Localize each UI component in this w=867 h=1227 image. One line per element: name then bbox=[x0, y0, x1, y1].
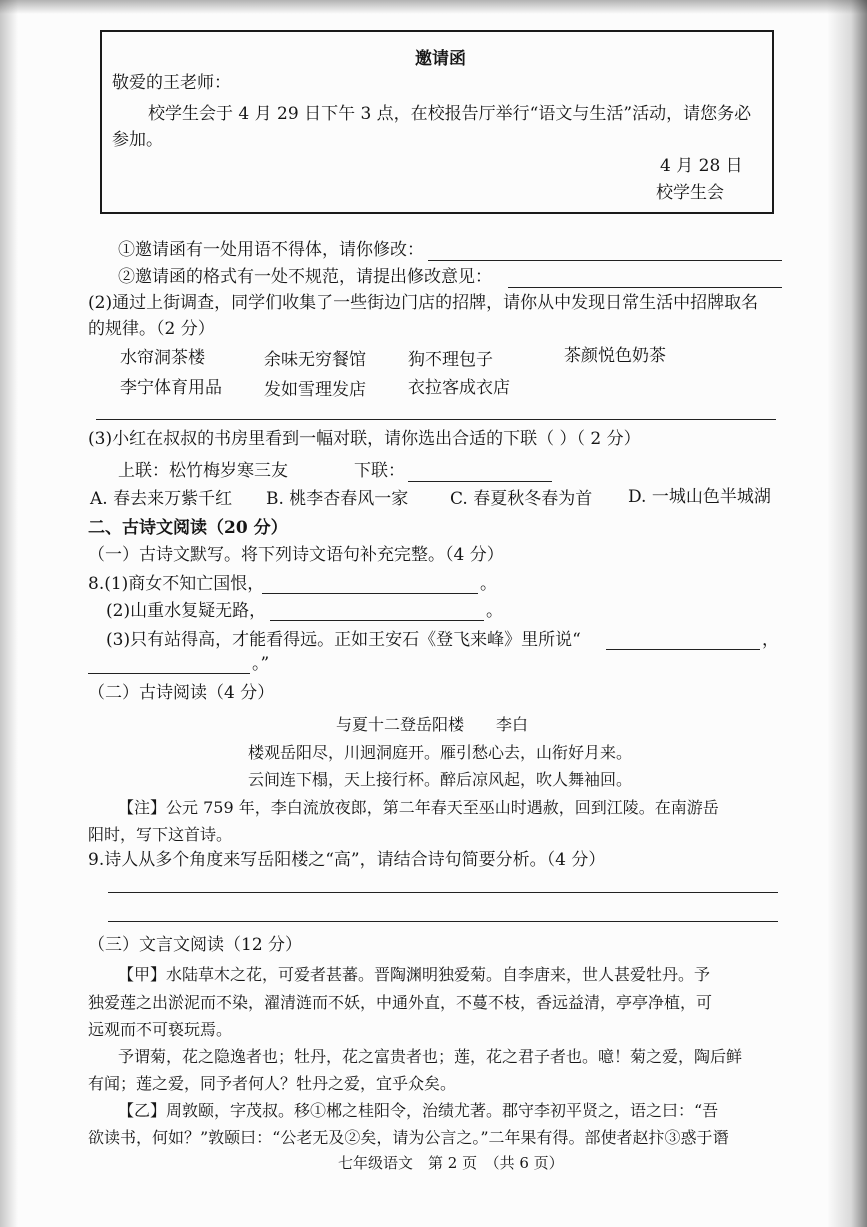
part1-heading: （一）古诗文默写。将下列诗文语句补充完整。（4 分） bbox=[88, 545, 504, 565]
q8-1-period: 。 bbox=[480, 574, 497, 594]
q8-2: (2)山重水复疑无路， bbox=[106, 601, 267, 621]
answer-line-q8-1[interactable] bbox=[262, 593, 478, 594]
page-shadow-top bbox=[0, 0, 867, 14]
option-d: D. 一城山色半城湖 bbox=[628, 487, 771, 507]
poem-line1: 楼观岳阳尽，川迥洞庭开。雁引愁心去，山衔好月来。 bbox=[248, 743, 633, 762]
q8-3: (3)只有站得高，才能看得远。正如王安石《登飞来峰》里所说“ bbox=[106, 630, 581, 650]
section2-heading: 二、古诗文阅读（20 分） bbox=[88, 518, 288, 538]
passage-jia-line5: 有闻；莲之爱，同予者何人？牡丹之爱，宜乎众矣。 bbox=[88, 1074, 457, 1093]
passage-jia-line1: 【甲】水陆草木之花，可爱者甚蕃。晋陶渊明独爱菊。自李唐来，世人甚爱牡丹。予 bbox=[118, 965, 711, 984]
passage-jia-line2: 独爱莲之出淤泥而不染，濯清涟而不妖，中通外直，不蔓不枝，香远益清，亭亭净植，可 bbox=[88, 993, 713, 1012]
shop-sign-4: 茶颜悦色奶茶 bbox=[564, 346, 666, 366]
q8-1: 8.(1)商女不知亡国恨， bbox=[88, 574, 265, 594]
invitation-date: 4 月 28 日 bbox=[660, 156, 743, 176]
passage-jia-line3: 远观而不可亵玩焉。 bbox=[88, 1020, 233, 1039]
page-footer: 七年级语文 第 2 页 （共 6 页） bbox=[338, 1154, 564, 1172]
answer-line-q9a[interactable] bbox=[108, 892, 778, 893]
answer-line-q8-3b[interactable] bbox=[88, 673, 250, 674]
answer-line-q1-sub1[interactable] bbox=[428, 260, 782, 261]
shop-sign-1: 水帘洞茶楼 bbox=[120, 348, 205, 368]
couplet-lower-label: 下联： bbox=[354, 461, 405, 481]
invitation-salutation: 敬爱的王老师： bbox=[112, 73, 231, 93]
q3-question: (3)小红在叔叔的书房里看到一幅对联，请你选出合适的下联（ ）（ 2 分） bbox=[88, 429, 641, 449]
shop-sign-5: 李宁体育用品 bbox=[120, 378, 222, 398]
option-b: B. 桃李杏春风一家 bbox=[266, 489, 409, 509]
invitation-body-line1: 校学生会于 4 月 29 日下午 3 点，在校报告厅举行“语文与生活”活动，请您务必 bbox=[148, 104, 752, 124]
shop-sign-7: 衣拉客成衣店 bbox=[408, 378, 510, 398]
option-a: A. 春去来万紫千红 bbox=[90, 489, 233, 509]
answer-line-couplet[interactable] bbox=[408, 481, 552, 482]
q8-3-end-quote: 。” bbox=[252, 654, 270, 674]
q1-sub2: ②邀请函的格式有一处不规范，请提出修改意见： bbox=[118, 267, 492, 287]
poem-line2: 云间连下榻，天上接行杯。醉后凉风起，吹人舞袖回。 bbox=[248, 770, 633, 789]
q8-2-period: 。 bbox=[486, 601, 503, 621]
shop-sign-3: 狗不理包子 bbox=[408, 350, 493, 370]
shop-sign-2: 余味无穷餐馆 bbox=[264, 350, 366, 370]
couplet-upper: 上联：松竹梅岁寒三友 bbox=[118, 461, 288, 481]
shop-sign-6: 发如雪理发店 bbox=[264, 380, 366, 400]
passage-jia-line4: 予谓菊，花之隐逸者也；牡丹，花之富贵者也；莲，花之君子者也。噫！菊之爱，陶后鲜 bbox=[118, 1047, 743, 1066]
poem-title: 与夏十二登岳阳楼 李白 bbox=[336, 715, 529, 734]
q2-line2: 的规律。（2 分） bbox=[88, 319, 215, 339]
passage-yi-line2: 欲读书，何如？”敦颐曰：“公老无及②矣，请为公言之。”二年果有得。部使者赵抃③惑于谮 bbox=[88, 1128, 729, 1147]
answer-line-q2[interactable] bbox=[96, 419, 776, 420]
invitation-signature: 校学生会 bbox=[656, 183, 724, 203]
answer-line-q9b[interactable] bbox=[108, 921, 778, 922]
page-shadow-right bbox=[827, 0, 867, 1227]
passage-yi-line1: 【乙】周敦颐，字茂叔。移①郴之桂阳令，治绩尤著。郡守李初平贤之，语之曰：“吾 bbox=[118, 1101, 719, 1120]
q2-line1: (2)通过上街调查，同学们收集了一些街边门店的招牌，请你从中发现日常生活中招牌取名 bbox=[88, 293, 759, 313]
page-shadow-left bbox=[0, 0, 18, 1227]
answer-line-q1-sub2[interactable] bbox=[508, 287, 782, 288]
answer-line-q8-2[interactable] bbox=[270, 620, 484, 621]
q1-sub1: ①邀请函有一处用语不得体，请你修改： bbox=[118, 240, 424, 260]
poem-note-line2: 阳时，写下这首诗。 bbox=[88, 825, 233, 844]
part3-heading: （三）文言文阅读（12 分） bbox=[88, 935, 303, 955]
q9: 9.诗人从多个角度来写岳阳楼之“高”，请结合诗句简要分析。（4 分） bbox=[88, 850, 606, 870]
q8-3-comma: ， bbox=[762, 630, 779, 650]
part2-heading: （二）古诗阅读（4 分） bbox=[88, 683, 275, 703]
answer-line-q8-3a[interactable] bbox=[606, 649, 760, 650]
invitation-title: 邀请函 bbox=[415, 49, 466, 69]
poem-note-line1: 【注】公元 759 年，李白流放夜郎，第二年春天至巫山时遇赦，回到江陵。在南游岳 bbox=[118, 798, 719, 817]
option-c: C. 春夏秋冬春为首 bbox=[450, 489, 593, 509]
invitation-body-line2: 参加。 bbox=[112, 130, 163, 150]
